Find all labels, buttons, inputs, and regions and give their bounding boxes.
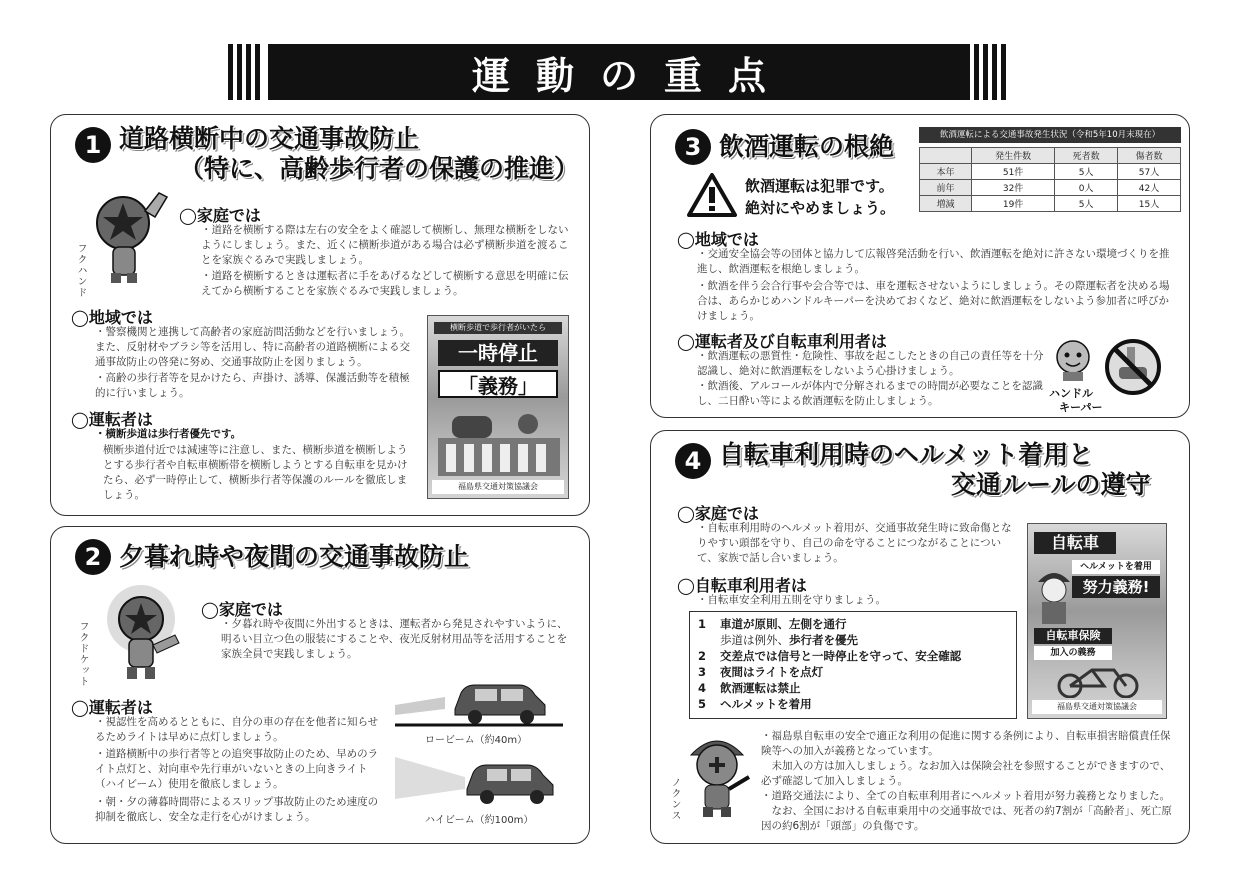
list-item xyxy=(698,680,1008,696)
section-2-title: 夕暮れ時や夜間の交通事故防止 xyxy=(119,542,470,571)
section-4-cyclist-heading: ◯自転車利用者は xyxy=(677,576,807,595)
poster-pedestrian-big2: 「義務」 xyxy=(438,370,558,398)
stats-cell: 57人 xyxy=(1118,164,1181,180)
rule-text: 夜間はライトを点灯 xyxy=(720,665,824,679)
stats-row-label: 本年 xyxy=(920,164,972,180)
stats-cell: 51件 xyxy=(972,164,1055,180)
banner-title-box xyxy=(268,44,970,100)
table-row xyxy=(920,164,1181,180)
section-1-area-item-2: ・高齢の歩行者等を見かけたら、声掛け、誘導、保護活動等を積極的に行いましょう。 xyxy=(95,372,410,399)
section-3-driver-item-2: ・飲酒後、アルコールが体内で分解されるまでの時間が必要なことを認識し、二日酔い等による飲酒運転を防止しましょう。 xyxy=(697,380,1043,407)
highbeam-label: ハイビーム（約100m） xyxy=(425,815,534,826)
rule-text: 車道が原則、左側を通行 xyxy=(720,617,847,631)
list-item xyxy=(698,648,1008,664)
banner-title: 運動の重点 xyxy=(471,53,792,98)
poster-bicycle-foot: 福島県交通対策協議会 xyxy=(1032,700,1162,714)
section-2-home-heading: ◯家庭では xyxy=(201,600,283,619)
section-4-home-heading: ◯家庭では xyxy=(677,504,759,523)
stats-header-injured: 傷者数 xyxy=(1118,148,1181,164)
section-4-number: 4 xyxy=(675,443,711,479)
keeper-label-2: キーパー xyxy=(1059,401,1103,414)
poster-crosswalk-illustration-icon xyxy=(438,408,560,476)
rule-text: 交差点では信号と一時停止を守って、安全確認 xyxy=(720,649,962,663)
poster-bicycle-big1: 自転車 xyxy=(1034,532,1116,554)
mascot-fukuhand-icon xyxy=(85,187,175,287)
bicycle-five-rules-box xyxy=(689,611,1017,719)
stats-cell: 5人 xyxy=(1055,164,1118,180)
rule-number: 2 xyxy=(698,649,707,663)
stats-cell: 15人 xyxy=(1118,196,1181,212)
warning-line-1: 飲酒運転は犯罪です。 xyxy=(745,177,894,195)
poster-pedestrian-head: 横断歩道で歩行者がいたら xyxy=(434,322,562,334)
poster-bicycle-big3: 努力義務! xyxy=(1072,576,1160,598)
poster-bicycle-helmet xyxy=(1027,523,1167,719)
section-4-panel xyxy=(650,430,1190,844)
section-4-note-1: ・福島県自転車の安全で適正な利用の促進に関する条例により、自転車損害賠償責任保険等への加入が義務となっています。 xyxy=(761,730,1171,757)
warning-line-2: 絶対にやめましょう。 xyxy=(745,199,896,217)
rule-text-emphasis: 歩行者を優先 xyxy=(789,633,858,647)
section-2-panel xyxy=(50,526,590,844)
rule-number xyxy=(698,632,720,648)
section-4-title-line1: 自転車利用時のヘルメット着用と xyxy=(719,440,1094,469)
table-row xyxy=(920,180,1181,196)
poster-pedestrian-big1: 一時停止 xyxy=(438,340,558,366)
handle-keeper-mascot-icon xyxy=(1051,339,1095,381)
banner xyxy=(228,44,1010,100)
section-4-home-item-1: ・自転車利用時のヘルメット着用が、交通事故発生時に致命傷となりやすい頭部を守り、自己の命を守ることにつながることについて、家族で話し合いましょう。 xyxy=(697,522,1012,564)
rule-number: 3 xyxy=(698,665,707,679)
section-1-driver-heading: ◯運転者は xyxy=(71,410,153,429)
section-2-driver-item-2: ・道路横断中の歩行者等との追突事故防止のため、早めのライト点灯と、対向車や先行車がいないときの上向きライト（ハイビーム）使用を徹底しましょう。 xyxy=(95,748,379,790)
rule-text: 歩道は例外、 xyxy=(720,633,789,647)
section-2-driver-heading: ◯運転者は xyxy=(71,698,153,717)
section-2-driver-item-3: ・朝・夕の薄暮時間帯によるスリップ事故防止のため速度の抑制を徹底し、安全な走行を心がけましょう。 xyxy=(95,796,379,823)
section-1-driver-item-1: ・横断歩道は歩行者優先です。 xyxy=(95,428,242,440)
table-row xyxy=(920,196,1181,212)
rule-text: 飲酒運転は禁止 xyxy=(720,681,801,695)
section-1-driver-item-2: 横断歩道付近では減速等に注意し、また、横断歩道を横断しようとする歩行者や自転車横断帯を横断しようとする自転車を見かけたら、必ず一時停止して、横断歩行者等保護のルールを徹底しましょう。 xyxy=(103,444,408,501)
section-1-title-line2: （特に、高齢歩行者の保護の推進） xyxy=(179,154,580,183)
warning-triangle-icon xyxy=(687,173,737,217)
section-4-note-2: 未加入の方は加入しましょう。なお加入は保険会社を参照することができますので、必ず確認して加入しましょう。 xyxy=(761,760,1171,787)
mascot-fukudoketto-icon xyxy=(95,583,187,683)
no-drunk-driving-icon xyxy=(1103,337,1163,397)
section-2-number: 2 xyxy=(75,539,111,575)
stats-cell: 32件 xyxy=(972,180,1055,196)
stats-cell: 0人 xyxy=(1055,180,1118,196)
list-item xyxy=(698,616,1008,632)
stats-cell: 42人 xyxy=(1118,180,1181,196)
section-4-title-line2: 交通ルールの遵守 xyxy=(951,470,1151,499)
mascot-nokusu-label: ノクンス xyxy=(669,777,680,821)
stats-row-label: 増減 xyxy=(920,196,972,212)
mascot-fukudoketto-label: フクドケット xyxy=(77,621,88,687)
drunk-driving-stats-table xyxy=(919,127,1181,212)
poster-bicycle-big4: 自転車保険 xyxy=(1034,628,1112,644)
section-3-panel xyxy=(650,114,1190,418)
mascot-fukuhand-label: フクハンド xyxy=(75,243,86,298)
section-3-title: 飲酒運転の根絶 xyxy=(719,132,895,161)
rule-number: 4 xyxy=(698,681,707,695)
stats-cell: 5人 xyxy=(1055,196,1118,212)
section-1-title-line1: 道路横断中の交通事故防止 xyxy=(119,124,420,153)
stats-caption: 飲酒運転による交通事故発生状況（令和5年10月末現在） xyxy=(919,127,1181,143)
rule-text: ヘルメットを着用 xyxy=(720,697,812,711)
mascot-nokusu-icon xyxy=(681,727,755,817)
section-3-area-heading: ◯地域では xyxy=(677,230,759,249)
section-4-cyclist-item-1: ・自転車安全利用五則を守りましょう。 xyxy=(697,594,886,606)
banner-stripes-right xyxy=(974,44,1010,100)
poster-bicycle-icon xyxy=(1048,664,1148,698)
section-2-driver-item-1: ・視認性を高めるとともに、自分の車の存在を他者に知らせるためライトは早めに点灯しましょう。 xyxy=(95,716,379,743)
section-3-area-item-2: ・飲酒を伴う会合行事や会合等では、車を運転させないようにしましょう。その際運転者を決める場合は、あらかじめハンドルキーパーを決めておくなど、絶対に飲酒運転をしないよう参加者に呼びかけましょう。 xyxy=(697,280,1170,322)
lowbeam-label: ロービーム（約40m） xyxy=(425,735,528,746)
rule-number: 1 xyxy=(698,617,707,631)
section-3-area-item-1: ・交通安全協会等の団体と協力して広報啓発活動を行い、飲酒運転を絶対に許さない環境づくりを推進し、飲酒運転を根絶しましょう。 xyxy=(697,248,1170,275)
section-3-driver-heading: ◯運転者及び自転車利用者は xyxy=(677,332,887,351)
keeper-label-1: ハンドル xyxy=(1049,387,1093,400)
rule-number: 5 xyxy=(698,697,707,711)
lowbeam-car-icon xyxy=(395,675,563,727)
section-1-panel xyxy=(50,114,590,516)
list-item xyxy=(698,632,1008,648)
stats-cell: 19件 xyxy=(972,196,1055,212)
section-4-note-3: ・道路交通法により、全ての自転車利用者にヘルメット着用が努力義務となりました。 xyxy=(761,790,1171,802)
section-1-number: 1 xyxy=(75,127,111,163)
section-1-home-heading: ◯家庭では xyxy=(179,206,261,225)
poster-helmet-person-icon xyxy=(1034,564,1074,624)
section-1-area-heading: ◯地域では xyxy=(71,308,153,327)
poster-bicycle-big2: ヘルメットを着用 xyxy=(1072,560,1160,574)
stats-row-label: 前年 xyxy=(920,180,972,196)
stats-header-count: 発生件数 xyxy=(972,148,1055,164)
section-1-home-item-2: ・道路を横断するときは運転者に手をあげるなどして横断する意思を明確に伝えてから横断することを家族ぐるみで実践しましょう。 xyxy=(201,270,569,297)
section-1-area-item-1: ・警察機関と連携して高齢者の家庭訪問活動などを行いましょう。また、反射材やブラシ等を活用し、特に高齢者の道路横断による交通事故防止の啓発に努め、交通事故防止を図りましょう。 xyxy=(95,326,410,368)
stats-header-blank xyxy=(920,148,972,164)
highbeam-car-icon xyxy=(395,755,563,807)
poster-bicycle-big5: 加入の義務 xyxy=(1034,646,1112,660)
list-item xyxy=(698,696,1008,712)
poster-pedestrian-foot: 福島県交通対策協議会 xyxy=(432,480,564,494)
section-2-home-item-1: ・夕暮れ時や夜間に外出するときは、運転者から発見されやすいように、明るい目立つ色の服装にすることや、夜光反射材用品等を活用することを家族全員で実践しましょう。 xyxy=(221,618,568,660)
section-3-number: 3 xyxy=(675,129,711,165)
section-1-home-item-1: ・道路を横断する際は左右の安全をよく確認して横断し、無理な横断をしないようにしましょう。また、近くに横断歩道がある場合は必ず横断歩道を渡ることを家族ぐるみで実践しましょう。 xyxy=(201,224,569,266)
banner-stripes-left xyxy=(228,44,264,100)
list-item xyxy=(698,664,1008,680)
stats-header-deaths: 死者数 xyxy=(1055,148,1118,164)
poster-pedestrian-stop xyxy=(427,315,569,499)
section-3-driver-item-1: ・飲酒運転の悪質性・危険性、事故を起こしたときの自己の責任等を十分認識し、絶対に飲酒運転をしないよう心掛けましょう。 xyxy=(697,350,1044,377)
section-4-note-4: なお、全国における自転車乗用中の交通事故では、死者の約7割が「高齢者」、死亡原因の約6割が「頭部」の負傷です。 xyxy=(761,805,1172,832)
